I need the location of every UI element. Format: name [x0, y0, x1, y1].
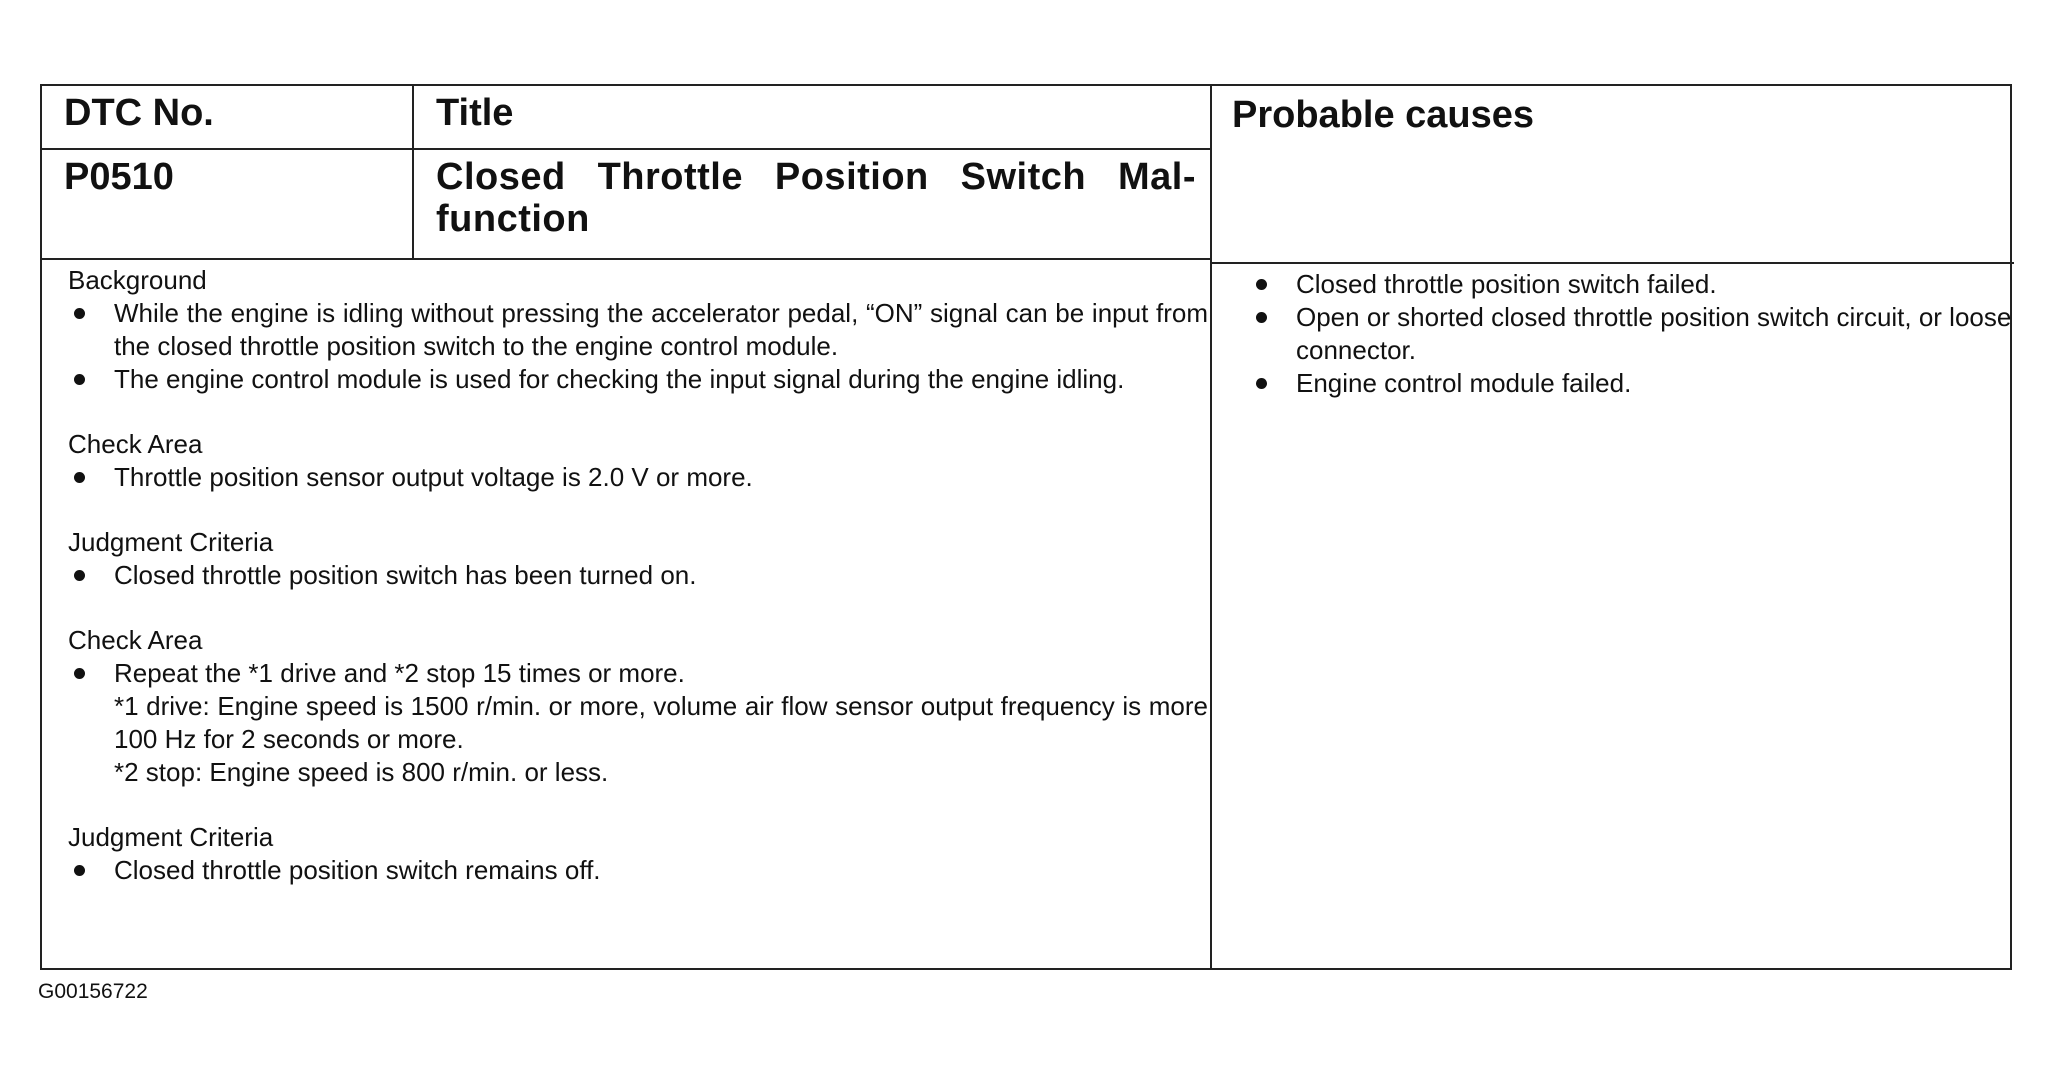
dtc-code: P0510	[64, 156, 174, 198]
description-column	[68, 264, 1208, 919]
list-item: The engine control module is used for checking the input signal during the engine idling.	[68, 363, 1208, 396]
col-divider-1	[412, 86, 414, 260]
dtc-title-line-2: function	[436, 198, 590, 240]
dtc-table	[40, 84, 2012, 970]
header-title: Title	[436, 92, 514, 134]
bullet-main: Repeat the *1 drive and *2 stop 15 times or more.	[114, 658, 685, 688]
cause-item: Open or shorted closed throttle position switch circuit, or loose connector.	[1250, 301, 2020, 367]
cause-item: Closed throttle position switch failed.	[1250, 268, 2020, 301]
row-divider-header	[42, 148, 1210, 150]
section-heading: Check Area	[68, 625, 203, 655]
header-dtc-no: DTC No.	[64, 92, 214, 134]
figure-id: G00156722	[38, 980, 148, 1003]
header-probable-causes: Probable causes	[1232, 94, 1535, 136]
list-item: Closed throttle position switch remains off.	[68, 854, 1208, 887]
cause-item: Engine control module failed.	[1250, 367, 2020, 400]
section-heading: Background	[68, 265, 207, 295]
list-item	[68, 657, 1208, 789]
section-judgment-criteria-2	[68, 821, 1208, 887]
col-divider-2	[1210, 86, 1212, 970]
section-background	[68, 264, 1208, 396]
bullet-sub-drive: *1 drive: Engine speed is 1500 r/min. or more, volume air flow sensor output frequency is more 100 Hz for 2 seconds or more.	[114, 691, 1208, 754]
dtc-title	[436, 156, 1196, 240]
section-judgment-criteria-1	[68, 526, 1208, 592]
list-item: Throttle position sensor output voltage is 2.0 V or more.	[68, 461, 1208, 494]
list-item: While the engine is idling without pressing the accelerator pedal, “ON” signal can be input from the closed throttle position switch to the engine control module.	[68, 297, 1208, 363]
section-heading: Judgment Criteria	[68, 527, 274, 557]
section-check-area-1	[68, 428, 1208, 494]
section-check-area-2	[68, 624, 1208, 789]
section-heading: Judgment Criteria	[68, 822, 274, 852]
row-divider-left	[42, 258, 1210, 260]
row-divider-right	[1210, 262, 2014, 264]
list-item: Closed throttle position switch has been turned on.	[68, 559, 1208, 592]
probable-causes-column	[1250, 268, 2020, 400]
bullet-sub-stop: *2 stop: Engine speed is 800 r/min. or less.	[114, 757, 609, 787]
section-heading: Check Area	[68, 429, 203, 459]
dtc-title-line-1: Closed Throttle Position Switch Mal-	[436, 156, 1196, 198]
